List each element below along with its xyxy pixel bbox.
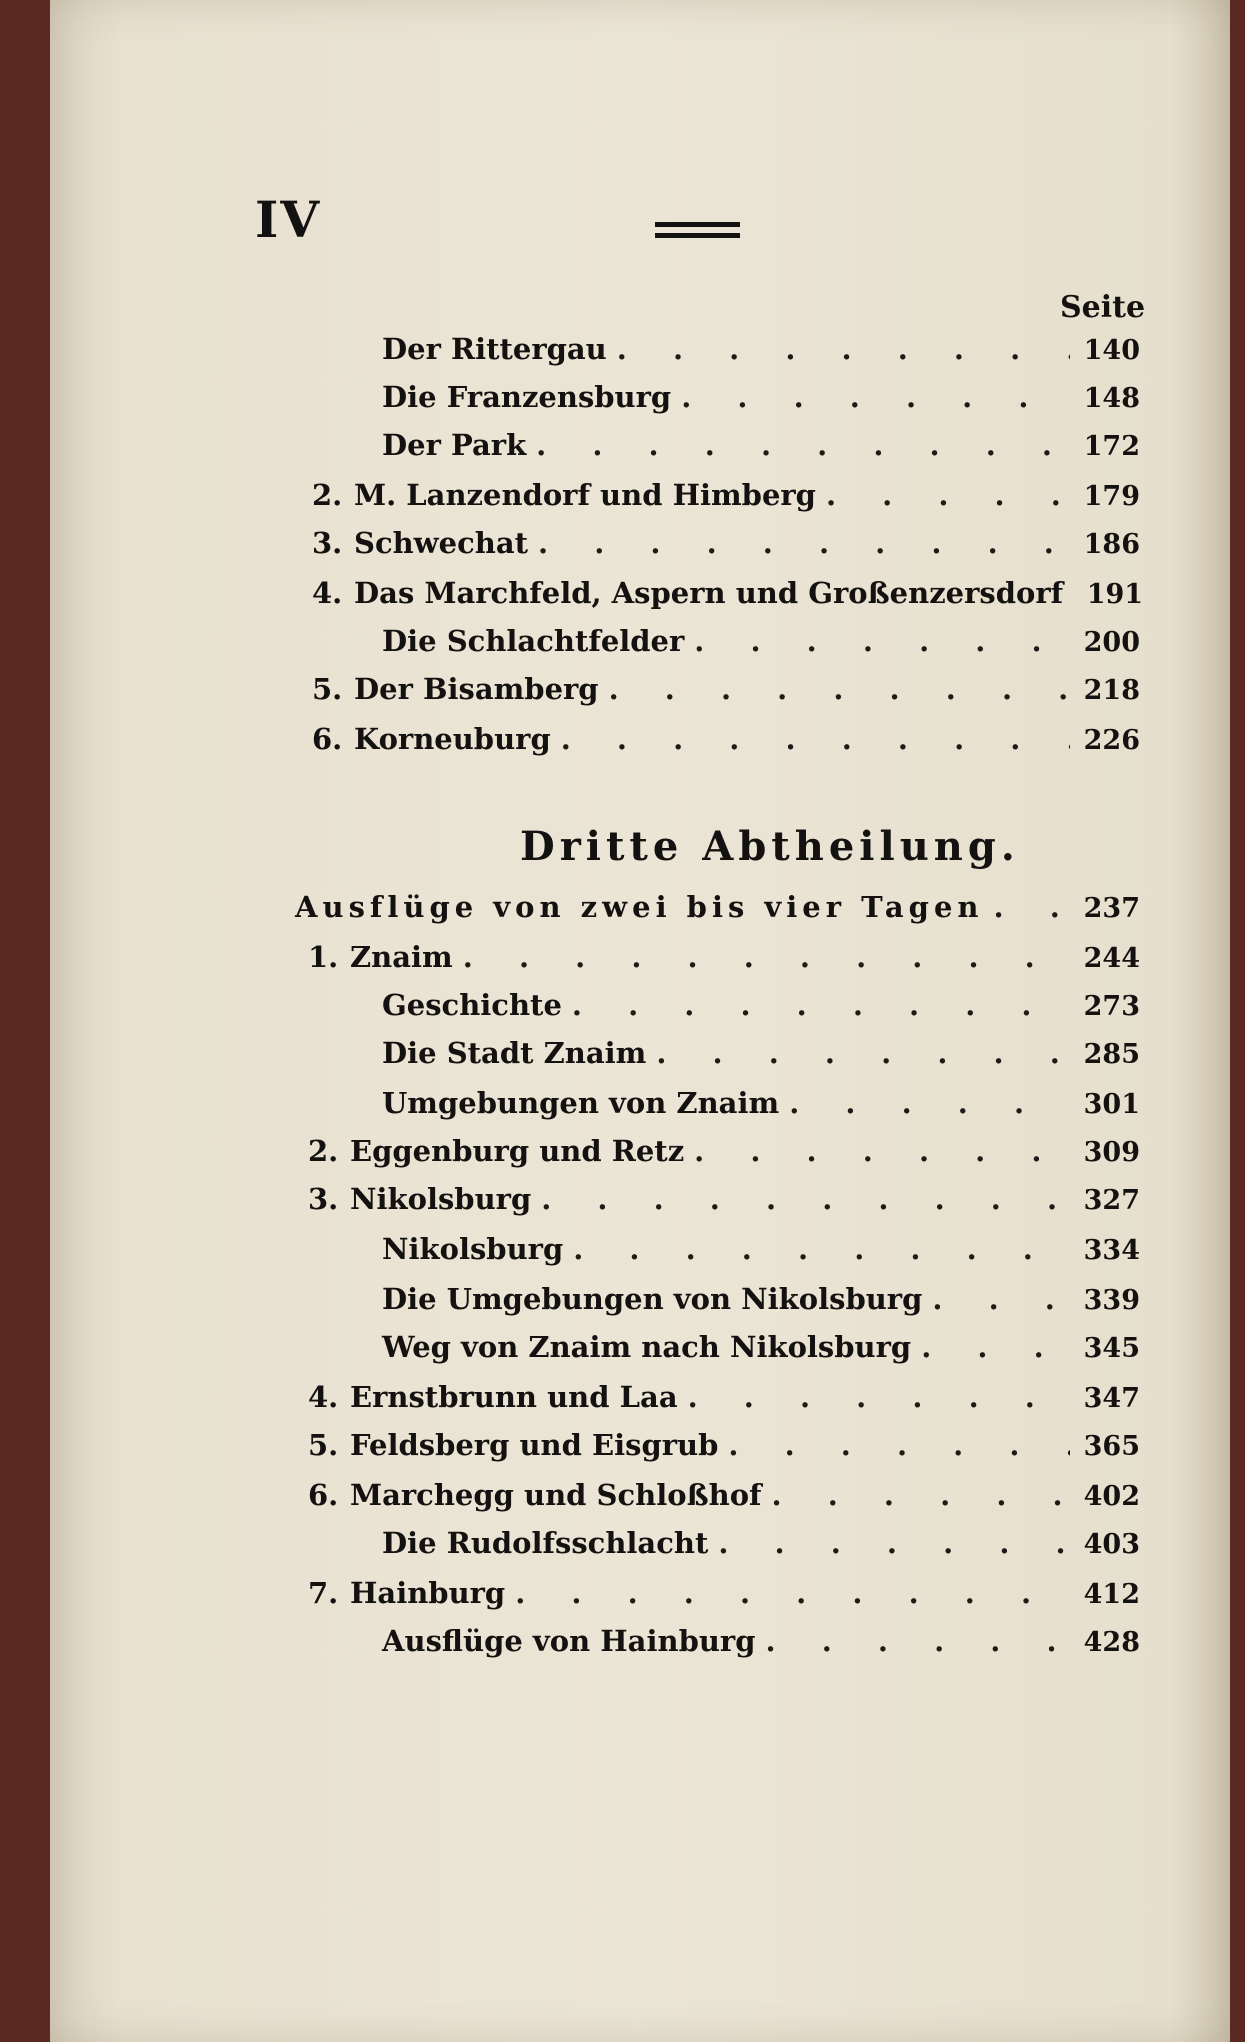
entry-page: 148: [1083, 383, 1140, 414]
toc-entry: [340, 1282, 1140, 1316]
toc-entry: [312, 722, 1140, 756]
toc-entry: [308, 1182, 1140, 1216]
leader-dots: [515, 1576, 1070, 1610]
leader-dots: [826, 478, 1070, 512]
entry-title: Das Marchfeld, Aspern und Großenzersdorf: [354, 576, 1064, 610]
entry-title: Ernstbrunn und Laa: [350, 1380, 678, 1414]
leader-dots: [572, 988, 1070, 1022]
leader-dots: [688, 1380, 1070, 1414]
leader-dots: [681, 380, 1070, 414]
entry-number: 5.: [308, 1428, 339, 1462]
toc-entry: [340, 1624, 1140, 1658]
entry-page: 226: [1083, 725, 1140, 756]
page-number: IV: [255, 190, 322, 249]
toc-entry: [340, 1232, 1140, 1266]
toc-entry: [340, 1526, 1140, 1560]
entry-page: 365: [1083, 1431, 1140, 1462]
toc-entry: [340, 1036, 1140, 1070]
toc-entry: [340, 988, 1140, 1022]
entry-page: 140: [1083, 335, 1140, 366]
entry-page: 218: [1083, 675, 1140, 706]
entry-page: 309: [1083, 1137, 1140, 1168]
entry-page: 402: [1083, 1481, 1140, 1512]
book-page: [50, 0, 1230, 2042]
entry-number: 1.: [308, 940, 339, 974]
leader-dots: [541, 1182, 1070, 1216]
entry-title: Die Stadt Znaim: [382, 1036, 647, 1070]
entry-number: 3.: [312, 526, 343, 560]
leader-dots: [921, 1330, 1070, 1364]
entry-title: Geschichte: [382, 988, 562, 1022]
toc-entry: [312, 576, 1144, 610]
entry-title: Die Franzensburg: [382, 380, 672, 414]
leader-dots: [789, 1086, 1070, 1120]
entry-page: 244: [1083, 943, 1140, 974]
entry-page: 273: [1083, 991, 1140, 1022]
entry-title: Eggenburg und Retz: [350, 1134, 685, 1168]
entry-page: 200: [1083, 627, 1140, 658]
leader-dots: [656, 1036, 1070, 1070]
leader-dots: [573, 1232, 1070, 1266]
entry-title: Korneuburg: [354, 722, 551, 756]
toc-entry: [340, 428, 1140, 462]
leader-dots: [728, 1428, 1070, 1462]
toc-entry: [308, 1428, 1140, 1462]
entry-number: 4.: [312, 576, 343, 610]
toc-entry: [340, 1330, 1140, 1364]
toc-entry: [308, 1380, 1140, 1414]
toc-entry: [308, 1478, 1140, 1512]
entry-page: 428: [1083, 1627, 1140, 1658]
leader-dots: [994, 890, 1071, 924]
leader-dots: [561, 722, 1070, 756]
leader-dots: [766, 1624, 1071, 1658]
entry-title: Hainburg: [350, 1576, 506, 1610]
entry-title: Marchegg und Schloßhof: [350, 1478, 762, 1512]
entry-title: Der Rittergau: [382, 332, 607, 366]
entry-page: 179: [1083, 481, 1140, 512]
entry-number: 7.: [308, 1576, 339, 1610]
entry-title: Der Park: [382, 428, 527, 462]
entry-number: 2.: [312, 478, 343, 512]
entry-number: 6.: [308, 1478, 339, 1512]
toc-entry: [340, 332, 1140, 366]
entry-title: Die Rudolfsschlacht: [382, 1526, 709, 1560]
entry-page: 345: [1083, 1333, 1140, 1364]
entry-title: Znaim: [350, 940, 453, 974]
entry-number: 5.: [312, 672, 343, 706]
header-rule: [655, 222, 740, 238]
leader-dots: [463, 940, 1070, 974]
entry-page: 301: [1083, 1089, 1140, 1120]
toc-entry: [312, 478, 1140, 512]
entry-number: 3.: [308, 1182, 339, 1216]
entry-title: Weg von Znaim nach Nikolsburg: [382, 1330, 912, 1364]
leader-dots: [694, 1134, 1070, 1168]
leader-dots: [617, 332, 1070, 366]
entry-number: 6.: [312, 722, 343, 756]
leader-dots: [932, 1282, 1070, 1316]
entry-page: 347: [1083, 1383, 1140, 1414]
entry-page: 403: [1083, 1529, 1140, 1560]
entry-title: Feldsberg und Eisgrub: [350, 1428, 719, 1462]
entry-page: 237: [1083, 893, 1140, 924]
entry-number: 2.: [308, 1134, 339, 1168]
entry-page: 339: [1083, 1285, 1140, 1316]
leader-dots: [694, 624, 1070, 658]
leader-dots: [609, 672, 1070, 706]
entry-page: 412: [1083, 1579, 1140, 1610]
section-heading: Dritte Abtheilung.: [520, 823, 1020, 870]
entry-title: Ausflüge von zwei bis vier Tagen: [295, 890, 984, 924]
entry-title: Ausflüge von Hainburg: [382, 1624, 756, 1658]
leader-dots: [536, 428, 1070, 462]
entry-title: M. Lanzendorf und Himberg: [354, 478, 816, 512]
toc-entry: [340, 624, 1140, 658]
toc-entry: [340, 1086, 1140, 1120]
toc-entry: [308, 940, 1140, 974]
toc-entry: [312, 672, 1140, 706]
entry-title: Nikolsburg: [382, 1232, 564, 1266]
leader-dots: [772, 1478, 1070, 1512]
toc-entry: [308, 1576, 1140, 1610]
entry-page: 172: [1083, 431, 1140, 462]
entry-page: 186: [1083, 529, 1140, 560]
entry-page: 334: [1083, 1235, 1140, 1266]
entry-title: Die Umgebungen von Nikolsburg: [382, 1282, 923, 1316]
toc-entry: [312, 526, 1140, 560]
entry-page: 285: [1083, 1039, 1140, 1070]
entry-page: 327: [1083, 1185, 1140, 1216]
entry-title: Schwechat: [354, 526, 529, 560]
page-column-label: Seite: [1060, 290, 1146, 325]
entry-title: Umgebungen von Znaim: [382, 1086, 780, 1120]
entry-page: 191: [1086, 579, 1144, 610]
toc-entry: [308, 1134, 1140, 1168]
entry-title: Der Bisamberg: [354, 672, 599, 706]
entry-number: 4.: [308, 1380, 339, 1414]
leader-dots: [538, 526, 1070, 560]
entry-title: Die Schlachtfelder: [382, 624, 685, 658]
leader-dots: [718, 1526, 1070, 1560]
toc-entry: [340, 380, 1140, 414]
toc-entry: [295, 890, 1140, 924]
entry-title: Nikolsburg: [350, 1182, 532, 1216]
